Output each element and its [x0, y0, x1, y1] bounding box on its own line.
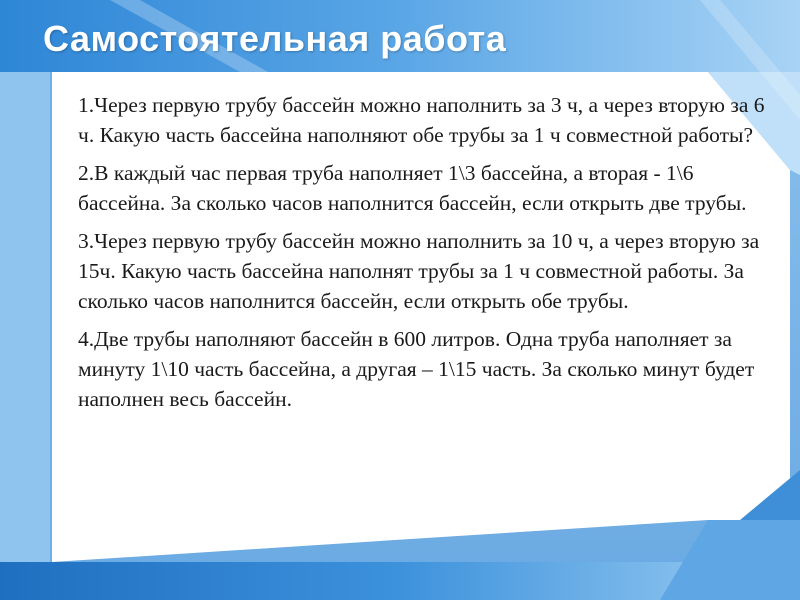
- task-item-3: 3.Через первую трубу бассейн можно наполнить за 10 ч, а через вторую за 15ч. Какую часть бассейна наполнят трубы за 1 ч совместной работы. За сколько часов наполнится бассейн, если открыть обе трубы.: [78, 229, 760, 313]
- slide-title: Самостоятельная работа: [43, 18, 507, 59]
- task-item-1: 1.Через первую трубу бассейн можно наполнить за 3 ч, а через вторую за 6 ч. Какую часть бассейна наполняют обе трубы за 1 ч совместной работы?: [78, 93, 765, 147]
- task-item-4: 4.Две трубы наполняют бассейн в 600 литров. Одна труба наполняет за минуту 1\10 часть бассейна, а другая – 1\15 часть. За сколько минут будет наполнен весь бассейн.: [78, 327, 755, 411]
- task-item-2: 2.В каждый час первая труба наполняет 1\3 бассейна, а вторая - 1\6 бассейна. За сколько часов наполнится бассейн, если открыть две трубы.: [78, 161, 747, 215]
- task-list: [78, 90, 768, 422]
